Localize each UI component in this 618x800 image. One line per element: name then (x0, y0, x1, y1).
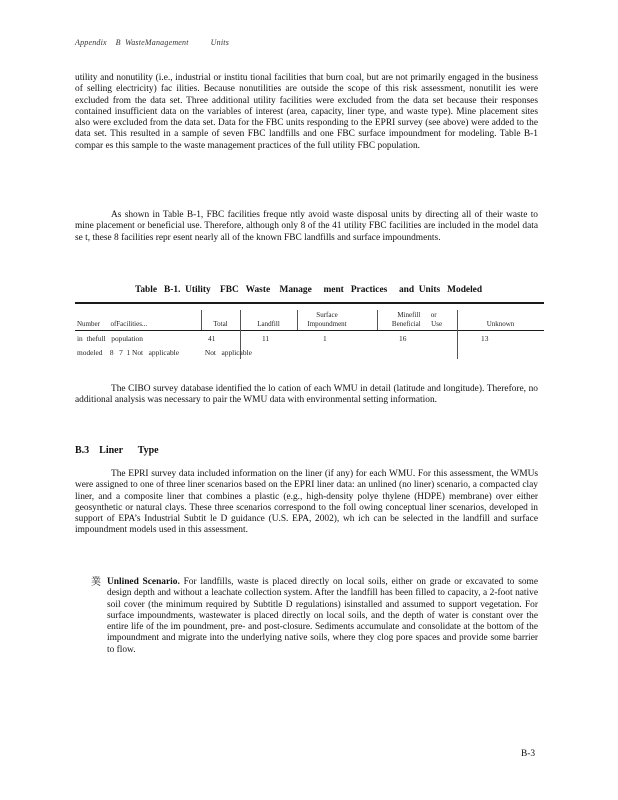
bullet-label: Unlined Scenario. (107, 577, 180, 587)
running-header: Appendix B WasteManagement Units (75, 38, 230, 47)
page-number: B-3 (521, 749, 536, 759)
bullet-unlined-scenario (107, 577, 538, 656)
paragraph-table-reference: As shown in Table B-1, FBC facilities freque ntly avoid waste disposal units by directing all of their waste to mine placement or beneficial use. Therefore, although only 8 of the 41 utility FBC facilities are included in the model data se t, these 8 facilities repr esent nearly all of the known FBC landfills and surface impoundments. (75, 210, 538, 243)
table-divider (457, 310, 458, 359)
table-top-rule (75, 302, 544, 304)
table-header-landfill: Landfill (257, 320, 280, 328)
section-heading-liner-type: B.3 Liner Type (75, 445, 159, 456)
table-row-modeled: modeled 8 7 1 Not applicable Not applicable (77, 348, 252, 357)
table-header-total: Total (213, 320, 228, 328)
table-header-number-of-facilities: Number ofFacilities... (77, 320, 148, 328)
table-cell-minefill: 16 (399, 334, 407, 343)
table-cell-landfill: 11 (262, 334, 270, 343)
table-header-unknown: Unknown (486, 320, 515, 328)
table-cell-row-label: in thefull population (77, 334, 143, 343)
paragraph-cibo-survey: The CIBO survey database identified the lo cation of each WMU in detail (latitude and longitude). Therefore, no additional analysis was necessary to pair the WMU data with environmental setting information. (75, 384, 538, 406)
table-caption: Table B-1. Utility FBC Waste Manage ment Practices and Units Modeled (134, 285, 483, 295)
table-cell-total: 41 (208, 334, 216, 343)
paragraph-liner-scenarios: The EPRI survey data included information on the liner (if any) for each WMU. For this assessment, the WMUs were assigned to one of three liner scenarios based on the EPRI liner data: an unlined (no liner) scenario, a compacted clay liner, and a composite liner that combines a plastic (e.g., high-density polye thylene (HDPE) membrane) over either geosynthetic or natural clays. These three scenarios correspond to the foll owing conceptual liner scenarios, developed in support of EPA’s Industrial Subtit le D guidance (U.S. EPA, 2002), wh ich can be selected in the landfill and surface impoundment models used in this assessment. (75, 469, 538, 536)
table-header-minefill-beneficial-use: Minefill or Beneficial Use (391, 311, 443, 328)
table-header-surface-impoundment: Surface Impoundment (307, 311, 347, 328)
bullet-icon: 菐 (91, 577, 101, 588)
paragraph-data-exclusions: utility and nonutility (i.e., industrial or institu tional facilities that burn coal, but are not primarily engaged in the business of selling electricity) fac ilities. Because nonutilities are outside the scope of this risk assessment, nonutilit ies were excluded from the data set. Three additional utility facilities were excluded from the data set because their responses contained insufficient data on the variables of interest (area, capacity, liner type, and waste type). Mine placement sites also were excluded from the data set. Data for the FBC units responding to the EPRI survey (see above) were added to the data set. This resulted in a sample of seven FBC landfills and one FBC surface impoundment for modeling. Table B-1 compar es this sample to the waste management practices of the full utility FBC population. (75, 73, 538, 151)
table-cell-surface-impoundment: 1 (323, 334, 327, 343)
bullet-text: For landfills, waste is placed directly on local soils, either on grade or excavated to some design depth and without a leachate collection system. After the landfill has been filled to capacity, a 2-foot native soil cover (the minimum required by Subtitle D regulations) isinstalled and assumed to support vegetation. For surface impoundments, wastewater is placed directly on local soils, and the depth of water is constant over the entire life of the im poundment, pre- and post-closure. Sediments accumulate and consolidate at the bottom of the impoundment and migrate into the underlying native soils, where they clog pore spaces and provide some barrier to flow. (107, 577, 538, 655)
table-cell-unknown: 13 (481, 334, 489, 343)
table-header-rule (75, 330, 544, 331)
